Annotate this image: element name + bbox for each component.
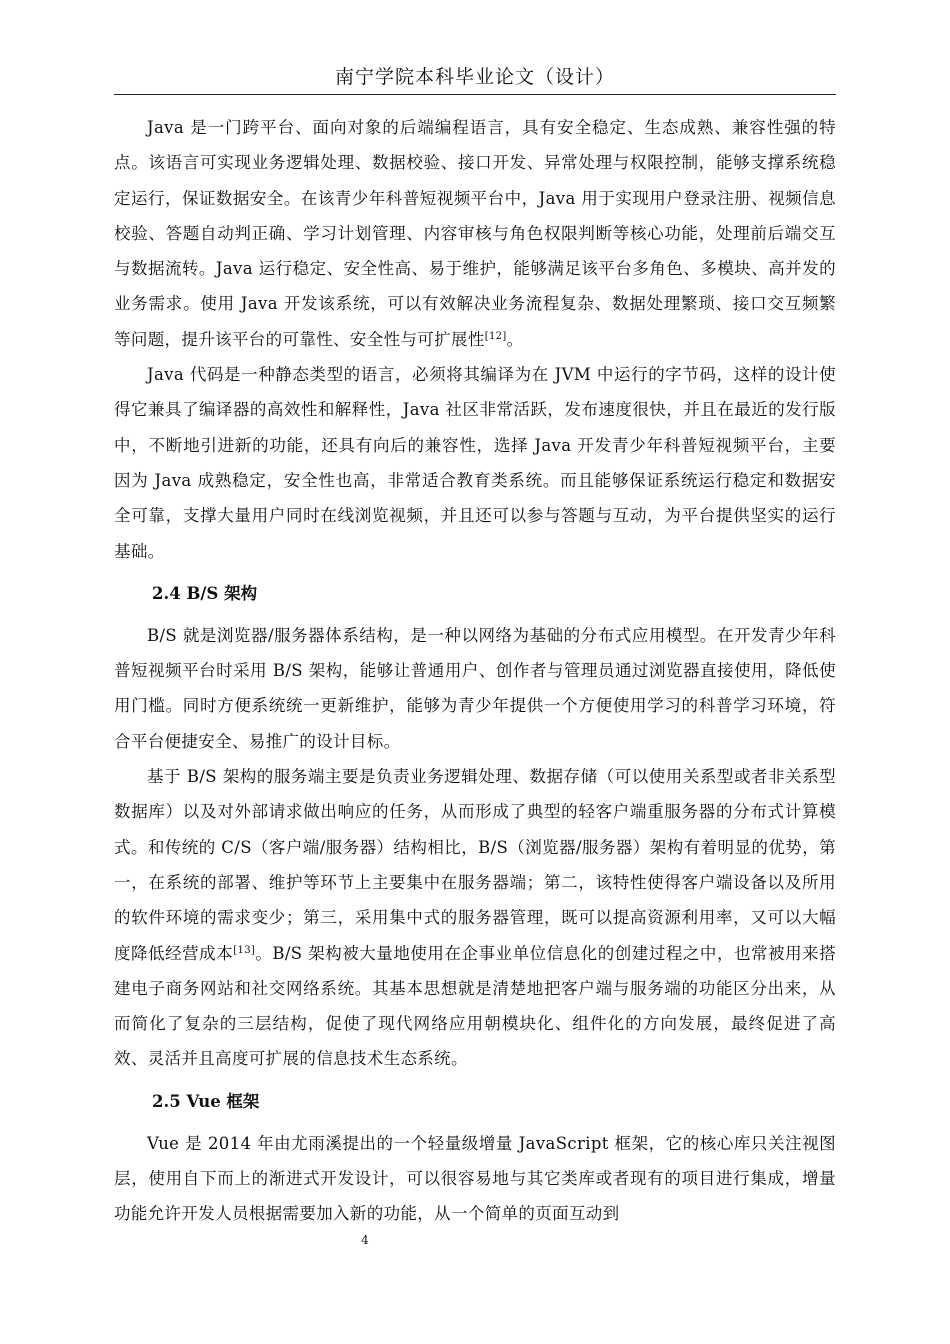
paragraph-java-static-typing: Java 代码是一种静态类型的语言，必须将其编译为在 JVM 中运行的字节码，这样的设计使得它兼具了编译器的高效性和解释性，Java 社区非常活跃，发布速度很快，并且在最近的发行版中，不断地引进新的功能，还具有向后的兼容性，选择 Java 开发青少年科普短视频平台，主要因为 Java 成熟稳定，安全性也高，非常适合教育类系统。而且能够保证系统运行稳定和数据安全可靠，支撑大量用户同时在线浏览视频，并且还可以参与答题与互动，为平台提供坚实的运行基础。: [114, 365, 836, 561]
paragraph-java-overview: [114, 110, 836, 357]
section-heading-2-5: 2.5 Vue 框架: [152, 1091, 260, 1111]
section-heading-2-4: 2.4 B/S 架构: [152, 583, 258, 603]
paragraph-bs-definition: B/S 就是浏览器/服务器体系结构，是一种以网络为基础的分布式应用模型。在开发青少年科普短视频平台时采用 B/S 架构，能够让普通用户、创作者与管理员通过浏览器直接使用，降低使用门槛。同时方便系统统一更新维护，能够为青少年提供一个方便使用学习的科普学习环境，符合平台便捷安全、易推广的设计目标。: [114, 625, 836, 751]
paragraph-end: 。: [506, 329, 524, 349]
body-text: [114, 110, 836, 1232]
page-number: 4: [361, 1233, 369, 1247]
paragraph-vue-intro: Vue 是 2014 年由尤雨溪提出的一个轻量级增量 JavaScript 框架，它的核心库只关注视图层，使用自下而上的渐进式开发设计，可以很容易地与其它类库或者现有的项目进行集成，增量功能允许开发人员根据需要加入新的功能，从一个简单的页面互动到: [114, 1133, 836, 1224]
paragraph-text-continued: 。B/S 架构被大量地使用在企事业单位信息化的创建过程之中，也常被用来搭建电子商务网站和社交网络系统。其基本思想就是清楚地把客户端与服务端的功能区分出来，从而简化了复杂的三层结构，促使了现代网络应用朝模块化、组件化的方向发展，最终促进了高效、灵活并且高度可扩展的信息技术生态系统。: [114, 943, 836, 1069]
header-rule: [114, 94, 836, 95]
citation-12: [12]: [484, 330, 507, 342]
paragraph-text: 基于 B/S 架构的服务端主要是负责业务逻辑处理、数据存储（可以使用关系型或者非关系型数据库）以及对外部请求做出响应的任务，从而形成了典型的轻客户端重服务器的分布式计算模式。和传统的 C/S（客户端/服务器）结构相比，B/S（浏览器/服务器）架构有着明显的优势，第一，在系统的部署、维护等环节上主要集中在服务器端；第二，该特性使得客户端设备以及所用的软件环境的需求变少；第三，采用集中式的服务器管理，既可以提高资源利用率，又可以大幅度降低经营成本: [114, 767, 836, 963]
running-header: 南宁学院本科毕业论文（设计）: [334, 66, 615, 88]
paragraph-bs-server: [114, 759, 836, 1077]
citation-13: [13]: [233, 944, 256, 956]
paragraph-text: Java 是一门跨平台、面向对象的后端编程语言，具有安全稳定、生态成熟、兼容性强的特点。该语言可实现业务逻辑处理、数据校验、接口开发、异常处理与权限控制，能够支撑系统稳定运行，保证数据安全。在该青少年科普短视频平台中，Java 用于实现用户登录注册、视频信息校验、答题自动判正确、学习计划管理、内容审核与角色权限判断等核心功能，处理前后端交互与数据流转。Java 运行稳定、安全性高、易于维护，能够满足该平台多角色、多模块、高并发的业务需求。使用 Java 开发该系统，可以有效解决业务流程复杂、数据处理繁琐、接口交互频繁等问题，提升该平台的可靠性、安全性与可扩展性: [114, 118, 836, 349]
